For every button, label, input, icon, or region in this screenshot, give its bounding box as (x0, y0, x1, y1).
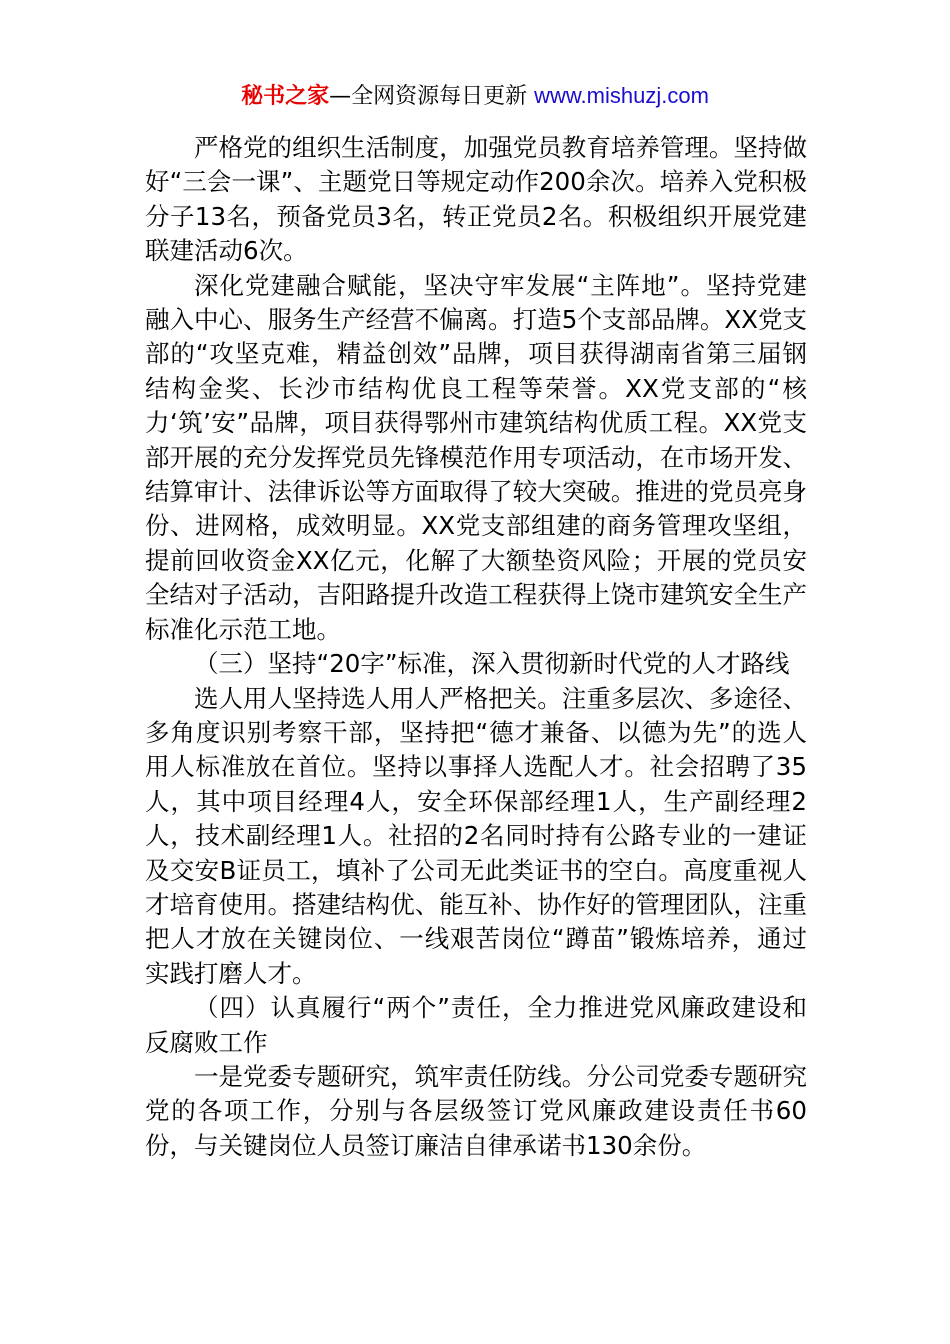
page-header (0, 80, 950, 113)
site-url[interactable]: www.mishuzj.com (534, 83, 709, 108)
header-tagline: —全网资源每日更新 (329, 84, 535, 109)
paragraph: 选人用人坚持选人用人严格把关。注重多层次、多途径、多角度识别考察干部，坚持把“德才兼备、以德为先”的选人用人标准放在首位。坚持以事择人选配人才。社会招聘了35人，其中项目经理4人，安全环保部经理1人，生产副经理2人，技术副经理1人。社招的2名同时持有公路专业的一建证及交安B证员工，填补了公司无此类证书的空白。高度重视人才培育使用。搭建结构优、能互补、协作好的管理团队，注重把人才放在关键岗位、一线艰苦岗位“蹲苗”锻炼培养，通过实践打磨人才。 (145, 683, 807, 988)
brand-name: 秘书之家 (241, 84, 330, 109)
paragraph: 严格党的组织生活制度，加强党员教育培养管理。坚持做好“三会一课”、主题党日等规定动作200余次。培养入党积极分子13名，预备党员3名，转正党员2名。积极组织开展党建联建活动6次。 (145, 133, 807, 266)
section-heading: （三）坚持“20字”标准，深入贯彻新时代党的人才路线 (194, 649, 790, 679)
paragraph: 一是党委专题研究，筑牢责任防线。分公司党委专题研究党的各项工作，分别与各层级签订党风廉政建设责任书60份，与关键岗位人员签订廉洁自律承诺书130余份。 (145, 1061, 807, 1160)
document-body (145, 131, 807, 1163)
paragraph: 深化党建融合赋能，坚决守牢发展“主阵地”。坚持党建融入中心、服务生产经营不偏离。打造5个支部品牌。XX党支部的“攻坚克难，精益创效”品牌，项目获得湖南省第三届钢结构金奖、长沙市结构优良工程等荣誉。XX党支部的“核力‘筑’安”品牌，项目获得鄂州市建筑结构优质工程。XX党支部开展的充分发挥党员先锋模范作用专项活动，在市场开发、结算审计、法律诉讼等方面取得了较大突破。推进的党员亮身份、进网格，成效明显。XX党支部组建的商务管理攻坚组，提前回收资金XX亿元，化解了大额垫资风险；开展的党员安全结对子活动，吉阳路提升改造工程获得上饶市建筑安全生产标准化示范工地。 (145, 270, 807, 644)
section-heading: （四）认真履行“两个”责任，全力推进党风廉政建设和反腐败工作 (145, 993, 807, 1057)
